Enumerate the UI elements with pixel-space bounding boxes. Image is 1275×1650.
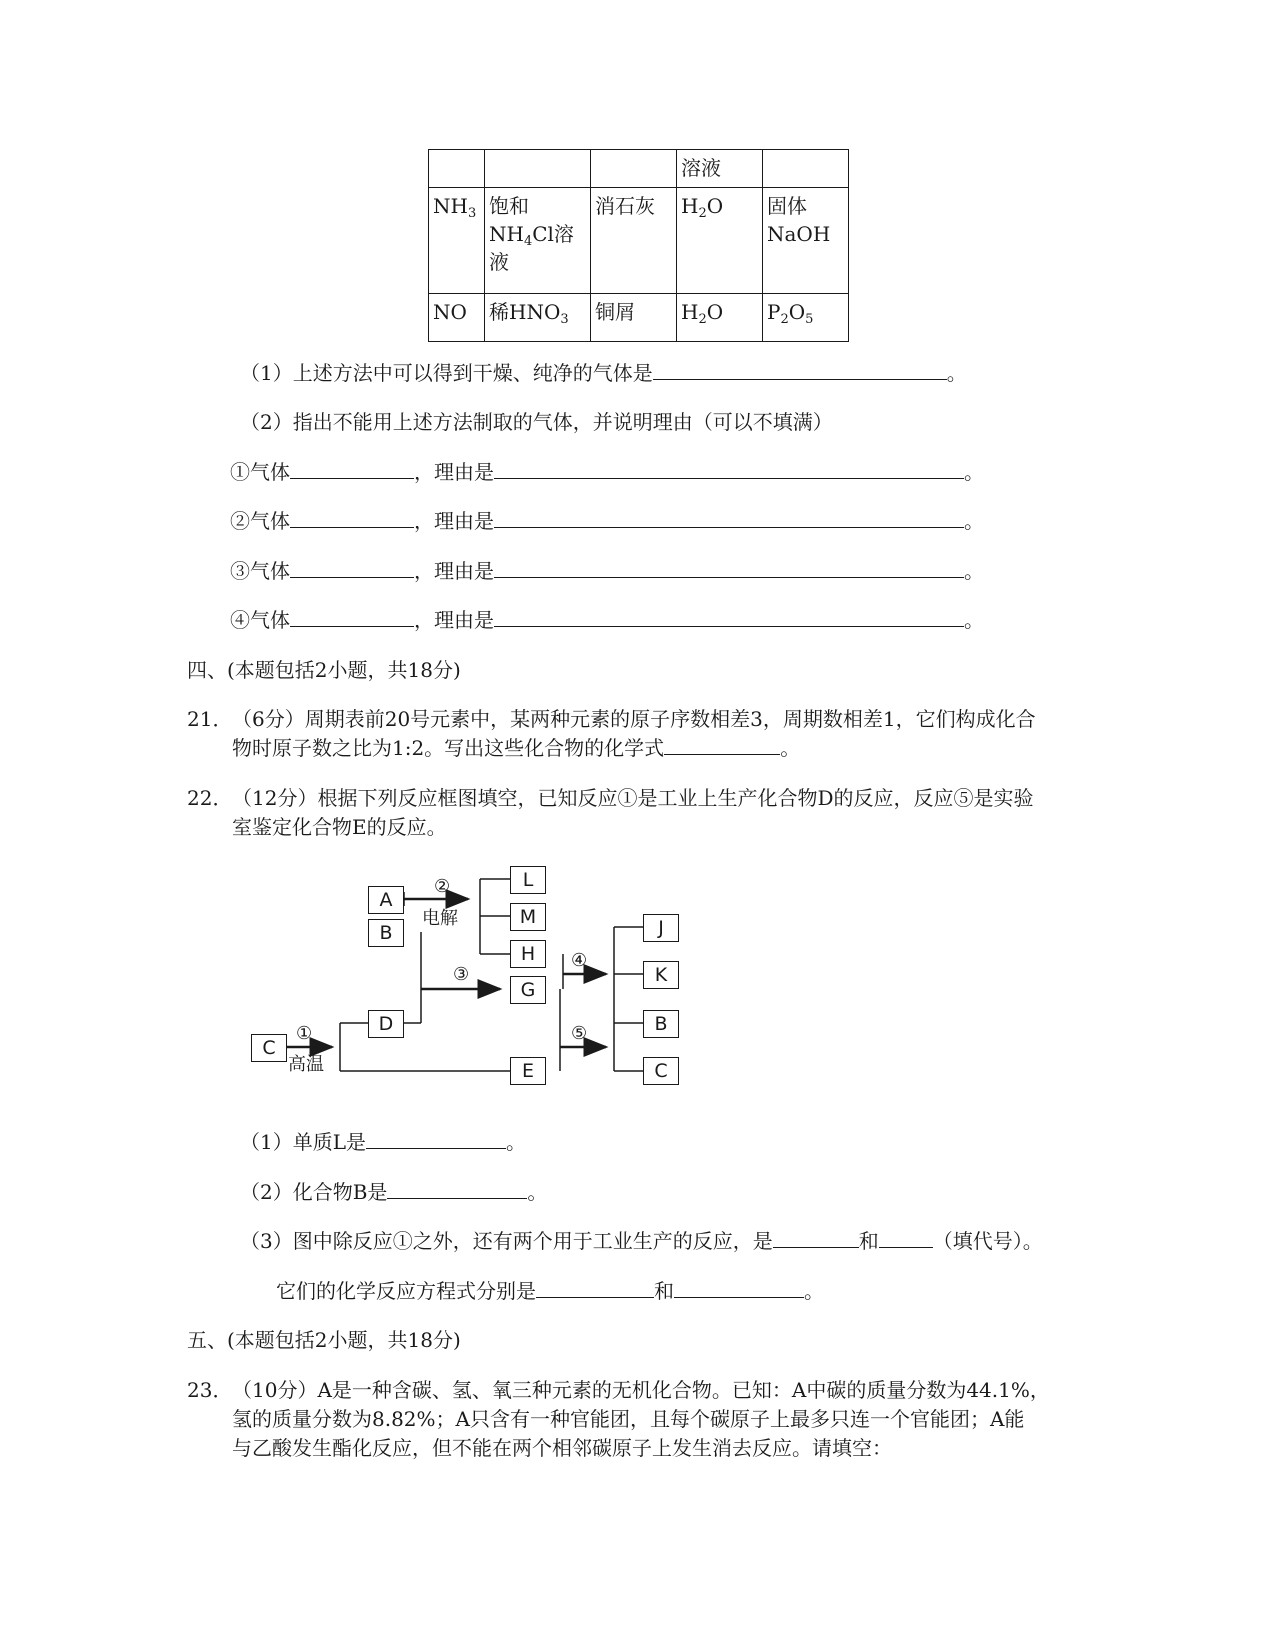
q20-item: ①气体 ，理由是 。	[230, 460, 984, 484]
box-m: M	[510, 903, 546, 931]
q20-item: ④气体 ，理由是 。	[230, 608, 984, 632]
q23-line3: 与乙酸发生酯化反应，但不能在两个相邻碳原子上发生消去反应。请填空：	[232, 1436, 892, 1460]
q22-part3-line2: 它们的化学反应方程式分别是 和 。	[276, 1279, 824, 1303]
reaction-5-label: ⑤	[571, 1023, 588, 1044]
answer-blank[interactable]	[366, 1128, 506, 1149]
question-number: 21．	[187, 707, 233, 731]
box-b-product: B	[643, 1010, 679, 1038]
answer-blank[interactable]	[494, 507, 964, 528]
q20-part1: （1）上述方法中可以得到干燥、纯净的气体是 。	[240, 361, 967, 385]
q22-part2: （2）化合物B是 。	[240, 1180, 548, 1204]
table-cell-wash: $H_2O$	[677, 294, 763, 342]
box-g: G	[510, 976, 546, 1004]
q21-line2: 物时原子数之比为1:2。写出这些化合物的化学式 。	[232, 736, 801, 760]
answer-blank[interactable]	[494, 557, 964, 578]
table-cell-reagent: 稀$HNO_3$	[485, 294, 591, 342]
q20-part2: （2）指出不能用上述方法制取的气体，并说明理由（可以不填满）	[240, 410, 833, 434]
answer-blank[interactable]	[290, 458, 414, 479]
reaction-2-label: ②	[434, 876, 451, 897]
box-d: D	[368, 1010, 404, 1038]
box-j: J	[643, 914, 679, 942]
reagent-table	[428, 149, 849, 342]
reaction-1-label: ①	[296, 1023, 313, 1044]
answer-blank[interactable]	[387, 1178, 527, 1199]
table-cell-dry: $P_2O_5$	[763, 294, 849, 342]
box-c-product: C	[643, 1057, 679, 1085]
question-number: 23．	[187, 1378, 233, 1402]
question-number: 22．	[187, 786, 233, 810]
reaction-4-label: ④	[571, 950, 588, 971]
answer-blank[interactable]	[773, 1227, 859, 1248]
table-cell-gas: $NH_3$	[429, 188, 485, 294]
box-e: E	[510, 1057, 546, 1085]
q22-part3: （3）图中除反应①之外，还有两个用于工业生产的反应，是 和 （填代号）。	[240, 1229, 1043, 1253]
q23-line1: （10分）A是一种含碳、氢、氧三种元素的无机化合物。已知：A中碳的质量分数为44.1%，	[232, 1378, 1050, 1402]
answer-blank[interactable]	[494, 458, 964, 479]
table-cell	[591, 150, 677, 188]
table-cell	[763, 150, 849, 188]
q22-line2: 室鉴定化合物E的反应。	[232, 815, 447, 839]
answer-blank[interactable]	[653, 359, 947, 380]
answer-blank[interactable]	[494, 606, 964, 627]
table-cell-reagent: 饱和 $NH_4Cl$溶 液	[485, 188, 591, 294]
table-cell-solid: 铜屑	[591, 294, 677, 342]
table-cell-solid: 消石灰	[591, 188, 677, 294]
section-heading: 五、(本题包括2小题，共18分)	[187, 1328, 461, 1352]
electrolysis-label: 电解	[422, 908, 458, 929]
answer-blank[interactable]	[674, 1277, 804, 1298]
q22-part1: （1）单质L是 。	[240, 1130, 527, 1154]
answer-blank[interactable]	[290, 507, 414, 528]
table-row	[429, 188, 849, 294]
section-heading: 四、(本题包括2小题，共18分)	[187, 658, 461, 682]
answer-blank[interactable]	[879, 1227, 933, 1248]
box-k: K	[643, 961, 679, 989]
table-cell-dry: 固体 NaOH	[763, 188, 849, 294]
box-c: C	[251, 1034, 287, 1062]
answer-blank[interactable]	[536, 1277, 654, 1298]
q20-item: ②气体 ，理由是 。	[230, 509, 984, 533]
table-row	[429, 150, 849, 188]
table-cell	[429, 150, 485, 188]
q22-line1: （12分）根据下列反应框图填空，已知反应①是工业上生产化合物D的反应，反应⑤是实验	[232, 786, 1034, 810]
q21-line1: （6分）周期表前20号元素中，某两种元素的原子序数相差3，周期数相差1，它们构成化合	[232, 707, 1036, 731]
box-h: H	[510, 940, 546, 968]
table-cell	[485, 150, 591, 188]
table-cell-wash: $H_2O$	[677, 188, 763, 294]
q20-item: ③气体 ，理由是 。	[230, 559, 984, 583]
answer-blank[interactable]	[664, 734, 780, 755]
answer-blank[interactable]	[290, 557, 414, 578]
box-a: A	[368, 886, 404, 914]
box-l: L	[510, 866, 546, 894]
reaction-3-label: ③	[453, 964, 470, 985]
table-cell: 溶液	[677, 150, 763, 188]
table-row	[429, 294, 849, 342]
answer-blank[interactable]	[290, 606, 414, 627]
table-cell-gas: NO	[429, 294, 485, 342]
box-b: B	[368, 919, 404, 947]
q23-line2: 氢的质量分数为8.82%；A只含有一种官能团，且每个碳原子上最多只连一个官能团；A能	[232, 1407, 1025, 1431]
high-temp-label: 高温	[288, 1054, 324, 1075]
